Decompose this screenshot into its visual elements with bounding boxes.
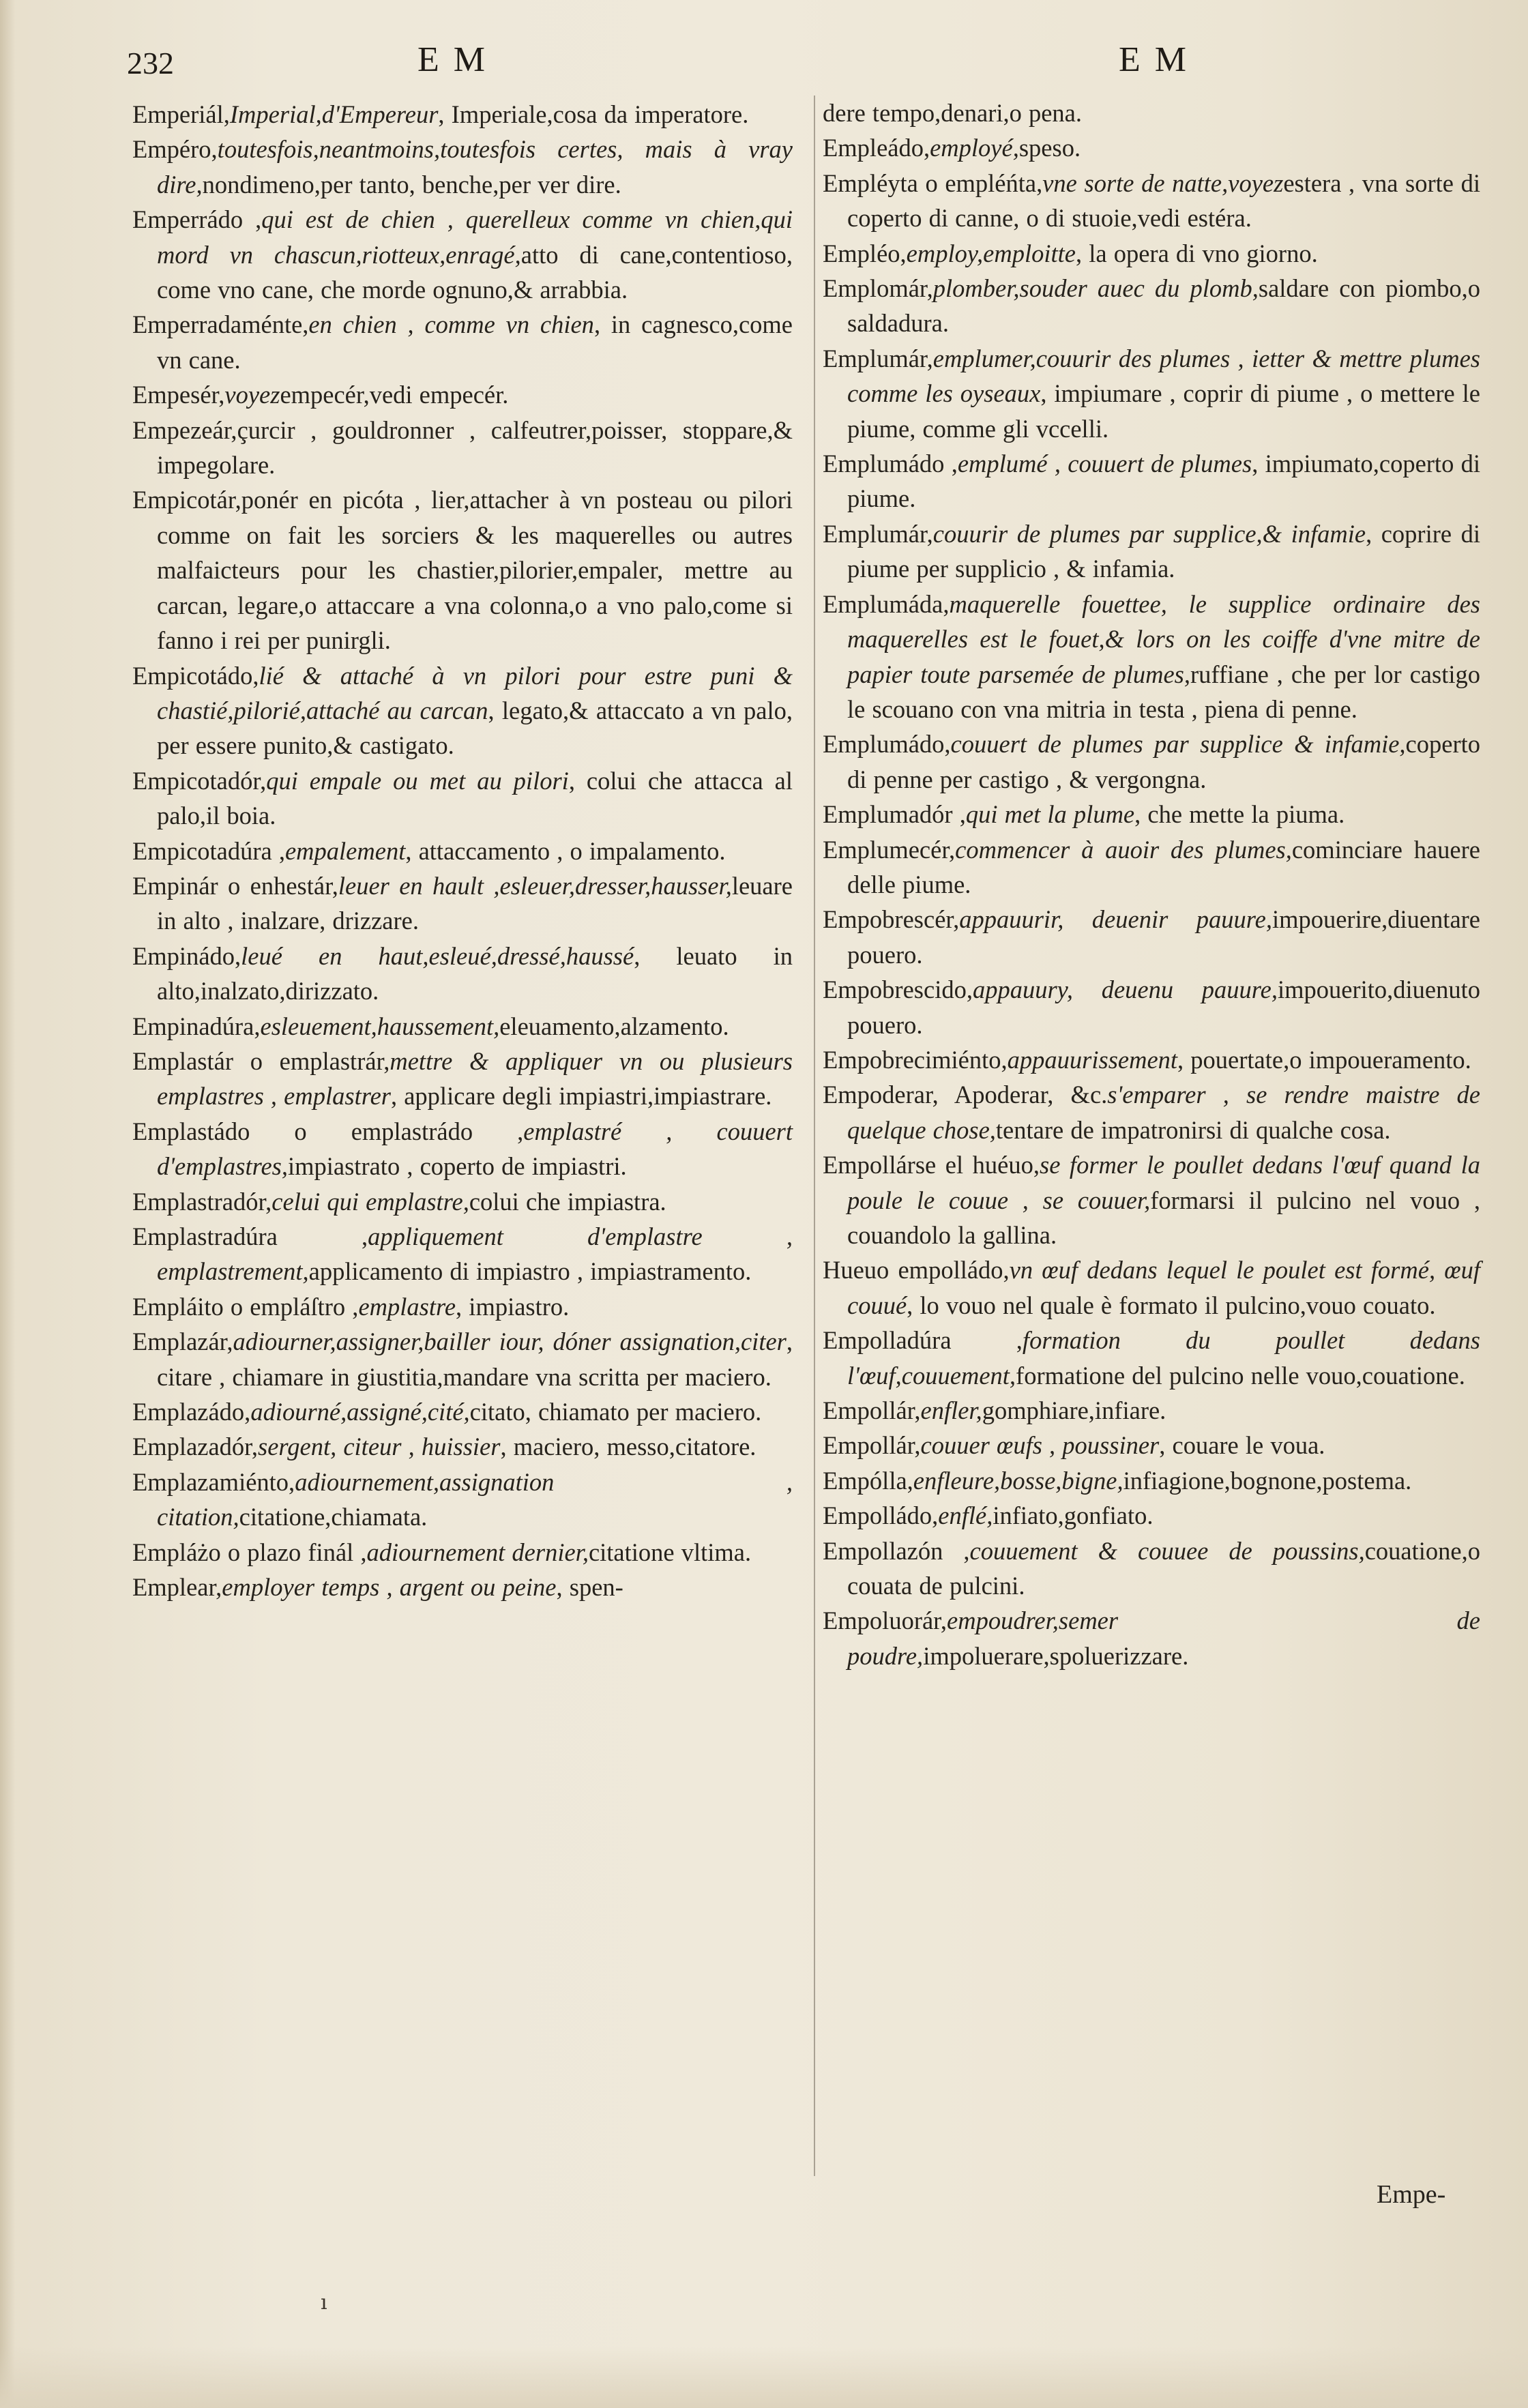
entry-italian-gloss: citatione,chiamata. (239, 1503, 428, 1531)
bottom-mark: ı (321, 2291, 327, 2315)
entry-headword: Empicotadór, (132, 766, 267, 795)
entry-italian-gloss: infiato,gonfiato. (993, 1501, 1154, 1530)
dictionary-entry (823, 1533, 1480, 1604)
entry-headword: Empinár o enhestár, (132, 871, 338, 900)
entry-italian-gloss: , colui che attacca al palo,il boia. (157, 766, 793, 830)
entry-french-gloss: qui empale ou met au pilori (266, 766, 569, 795)
entry-headword: Emplomár, (823, 274, 933, 303)
entry-headword: Hueuo empolládo, (823, 1256, 1010, 1284)
entry-italian-gloss: eleuamento,alzamento. (499, 1012, 729, 1040)
entry-headword: Empláżo o plazo finál , (132, 1538, 367, 1566)
entry-french-gloss: couurir de plumes par supplice,& infamie (932, 519, 1366, 548)
dictionary-entry (132, 97, 793, 132)
dictionary-entry (823, 166, 1480, 236)
entry-headword: Emplumáda, (823, 589, 950, 618)
dictionary-entry (132, 1394, 793, 1429)
entry-french-gloss: emplastre (358, 1292, 456, 1321)
entry-headword: Empollár, (823, 1396, 921, 1425)
dictionary-entry (132, 1289, 793, 1324)
entry-italian-gloss: impiastrato , coperto de impiastri. (287, 1152, 627, 1181)
dictionary-entry (823, 1393, 1480, 1428)
entry-italian-gloss: applicamento di impiastro , impiastramento. (308, 1257, 752, 1286)
entry-french-gloss: couuement & couuee de poussins, (969, 1536, 1365, 1565)
entry-italian-gloss: çurcir , gouldronner , calfeutrer,poisser, stoppare,& impegolare. (157, 415, 793, 480)
dictionary-entry (823, 236, 1480, 271)
entry-italian-gloss: , couare le voua. (1159, 1431, 1325, 1460)
entry-french-gloss: enfleure,bosse,bigne, (913, 1466, 1123, 1495)
entry-italian-gloss: tentare de impatronirsi di qualche cosa. (995, 1115, 1391, 1144)
entry-french-gloss: adiourné,assigné,cité, (250, 1398, 470, 1426)
column-divider (814, 96, 815, 2176)
entry-italian-gloss: gomphiare,infiare. (982, 1396, 1166, 1425)
dictionary-entry (132, 868, 793, 939)
entry-headword: Emplastradúra , (132, 1222, 368, 1250)
dictionary-entry (132, 834, 793, 868)
dictionary-entry (132, 1114, 793, 1184)
entry-italian-gloss: , coprire di piume per supplicio , & infamia. (847, 519, 1480, 583)
entry-italian-gloss: , pouertate,o impoueramento. (1177, 1045, 1471, 1074)
dictionary-entry (823, 1463, 1480, 1498)
entry-headword: Emplumár, (823, 344, 933, 372)
entry-headword: Empléo, (823, 239, 907, 267)
entry-italian-gloss: , applicare degli impiastri,impiastrare. (390, 1082, 772, 1111)
running-head-left: E M (417, 40, 488, 79)
entry-italian-gloss: leuare in alto , inalzare, drizzare. (157, 871, 793, 935)
entry-french-gloss: qui met la plume (965, 800, 1135, 829)
dictionary-entry (823, 130, 1480, 165)
entry-french-gloss: empoudrer,semer de poudre, (847, 1606, 1480, 1670)
entry-italian-gloss: impouerire,diuentare pouero. (847, 905, 1480, 969)
entry-headword: Emplumádo , (823, 450, 958, 478)
dictionary-entry (132, 1184, 793, 1219)
dictionary-entry (132, 202, 793, 307)
dictionary-entry (132, 1465, 793, 1535)
entry-headword: Empinadúra, (132, 1012, 261, 1040)
entry-italian-gloss: , maciero, messo,citatore. (500, 1433, 756, 1461)
entry-headword: Emplastradór, (132, 1187, 272, 1216)
dictionary-entry (132, 763, 793, 834)
entry-french-gloss: plomber,souder auec du plomb, (932, 274, 1259, 303)
entry-headword: Emplumár, (823, 519, 933, 548)
entry-headword: Emperiál, (132, 100, 230, 128)
entry-headword: Empoluorár, (823, 1606, 947, 1635)
entry-headword: Empolladúra , (823, 1326, 1023, 1355)
entry-headword: Emplazamiénto, (132, 1467, 295, 1496)
page-edge-shadow (0, 0, 15, 2408)
entry-headword: Emplumecér, (823, 835, 956, 864)
entry-headword: Empléyta o empléńta, (823, 168, 1043, 197)
dictionary-entry (823, 726, 1480, 797)
dictionary-entry (823, 832, 1480, 902)
entry-french-gloss: couuert de plumes par supplice & infamie, (950, 730, 1406, 759)
entry-italian-gloss: empecér,vedi empecér. (280, 381, 509, 409)
dictionary-entry (132, 658, 793, 763)
entry-headword: Empicotár, (132, 486, 241, 514)
entry-headword: Empolládo, (823, 1501, 939, 1530)
entry-headword: Empobrescido, (823, 975, 973, 1004)
dictionary-entry (823, 446, 1480, 516)
dictionary-entry (823, 1147, 1480, 1252)
entry-headword: Emplazár, (132, 1327, 233, 1356)
entry-italian-gloss: , spen- (556, 1573, 623, 1602)
entry-french-gloss: enflé, (938, 1501, 993, 1530)
entry-italian-gloss: infiagione,bognone,postema. (1123, 1466, 1412, 1495)
entry-italian-gloss: nondimeno,per tanto, benche,per ver dire. (202, 170, 621, 199)
entry-french-gloss: employé, (930, 134, 1019, 162)
entry-french-gloss: emplumé , couuert de plumes (957, 450, 1252, 478)
dictionary-entry (132, 413, 793, 483)
dictionary-entry (823, 972, 1480, 1042)
dictionary-entry (132, 1009, 793, 1044)
entry-headword: Empinádo, (132, 941, 241, 970)
entry-headword: Emplastádo o emplastrádo , (132, 1117, 524, 1145)
entry-italian-gloss: speso. (1018, 134, 1081, 162)
page-bottom-shadow (0, 2347, 1528, 2408)
entry-french-gloss: vn œuf dedans lequel le poulet est formé, œuf couué (847, 1256, 1480, 1319)
running-head-right: E M (1119, 40, 1189, 79)
entry-italian-gloss: couatione,o couata de pulcini. (847, 1536, 1480, 1600)
entry-headword: Emplear, (132, 1573, 222, 1602)
entry-italian-gloss: , impiumare , coprir di piume , o mettere le piume, comme gli vccelli. (847, 379, 1480, 443)
left-column (132, 97, 793, 1604)
entry-french-gloss: mettre & appliquer vn ou plusieurs emplastres , emplastrer (157, 1046, 793, 1111)
entry-headword: Emperradaménte, (132, 310, 309, 339)
entry-french-gloss: voyez (224, 381, 280, 409)
entry-headword: Empezeár, (132, 415, 237, 444)
entry-french-gloss: leuer en hault ,esleuer,dresser,hausser, (338, 871, 732, 900)
entry-french-gloss: formation du poullet dedans l'œuf,couuement, (847, 1326, 1480, 1390)
entry-headword: Empollár, (823, 1431, 921, 1460)
entry-headword: Empesér, (132, 381, 225, 409)
dictionary-entry (823, 516, 1480, 587)
entry-headword: Empicotádo, (132, 661, 259, 690)
dictionary-entry (823, 1252, 1480, 1323)
dictionary-entry (132, 307, 793, 377)
dictionary-entry (823, 587, 1480, 727)
entry-french-gloss: maquerelle fouettee, le supplice ordinaire des maquerelles est le fouet,& lors on les coiffe d'vne mitre de papier toute parsemée de plumes, (847, 589, 1480, 688)
entry-italian-gloss: , citare , chiamare in giustitia,mandare vna scritta per maciero. (157, 1327, 793, 1391)
dictionary-entry (132, 1044, 793, 1114)
entry-headword: Empólla, (823, 1466, 913, 1495)
entry-italian-gloss: citatione vltima. (588, 1538, 752, 1566)
entry-italian-gloss: , legato,& attaccato a vn palo, per essere punito,& castigato. (157, 696, 793, 760)
entry-italian-gloss: , in cagnesco,come vn cane. (157, 310, 793, 374)
right-column (823, 96, 1480, 1673)
entry-french-gloss: esleuement,haussement, (260, 1012, 500, 1040)
catchword: Empe- (1377, 2180, 1446, 2209)
entry-french-gloss: employer temps , argent ou peine (222, 1573, 557, 1602)
dictionary-entry (823, 1498, 1480, 1533)
entry-french-gloss: emplastré , couuert d'emplastres, (157, 1117, 793, 1181)
entry-italian-gloss: ponér en picóta , lier,attacher à vn posteau ou pilori comme on fait les sorciers & les maquerelles ou autres malfaicteurs pour les chastier,pilorier,empaler, mettre au carcan, legare,o attaccare a vna colonna,o a vno palo,come si fanno i rei per punirgli. (157, 486, 793, 655)
entry-headword: Empollazón , (823, 1536, 970, 1565)
entry-french-gloss: empalement (284, 836, 406, 865)
dictionary-entry (132, 939, 793, 1009)
entry-italian-gloss: cominciare hauere delle piume. (847, 835, 1480, 898)
dictionary-entry (132, 1535, 793, 1570)
entry-headword: Emplumádo, (823, 730, 951, 759)
entry-headword: Empobrecimiénto, (823, 1045, 1008, 1074)
entry-italian-gloss: coperto di penne per castigo , & vergongna. (847, 730, 1480, 793)
entry-french-gloss: commencer à auoir des plumes, (955, 835, 1292, 864)
entry-headword: Emplazádo, (132, 1398, 251, 1426)
entry-french-gloss: en chien , comme vn chien (308, 310, 594, 339)
entry-headword: Emplumadór , (823, 800, 966, 829)
entry-french-gloss: emplumer,couurir des plumes , ietter & mettre plumes comme les oyseaux (847, 344, 1480, 408)
dictionary-entry (823, 271, 1480, 341)
dictionary-entry (823, 96, 1480, 130)
entry-french-gloss: adiournement,assignation , citation, (157, 1467, 793, 1531)
entry-italian-gloss: , impiastro. (456, 1292, 570, 1321)
entry-french-gloss: Imperial,d'Empereur (229, 100, 439, 128)
entry-italian-gloss: estera , vna sorte di coperto di canne, o di stuoie,vedi estéra. (847, 168, 1480, 233)
entry-french-gloss: couuer œufs , poussiner (920, 1431, 1160, 1460)
entry-headword: Empéro, (132, 135, 218, 164)
entry-italian-gloss: , leuato in alto,inalzato,dirizzato. (157, 941, 793, 1005)
entry-french-gloss: appauurissement (1007, 1045, 1178, 1074)
entry-french-gloss: se former le poullet dedans l'œuf quand la poule le couue , se couuer, (847, 1151, 1480, 1214)
entry-french-gloss: employ,emploitte (906, 239, 1076, 267)
dictionary-entry (132, 1570, 793, 1604)
dictionary-entry (823, 797, 1480, 832)
entry-french-gloss: vne sorte de natte,voyez (1042, 168, 1284, 197)
entry-french-gloss: enfler, (920, 1396, 982, 1425)
dictionary-entry (823, 902, 1480, 972)
entry-french-gloss: appauury, deuenu pauure, (972, 975, 1278, 1004)
entry-french-gloss: adiournement dernier, (366, 1538, 589, 1566)
dictionary-entry (132, 1324, 793, 1394)
dictionary-entry (132, 1219, 793, 1289)
entry-french-gloss: lié & attaché à vn pilori pour estre puni & chastié,pilorié,attaché au carcan (157, 661, 793, 724)
entry-french-gloss: celui qui emplastre, (271, 1187, 469, 1216)
entry-italian-gloss: , Imperiale,cosa da imperatore. (438, 100, 749, 128)
dictionary-entry (132, 482, 793, 658)
dictionary-entry (823, 1603, 1480, 1673)
entry-italian-gloss: , che mette la piuma. (1134, 800, 1345, 829)
dictionary-entry (823, 1042, 1480, 1077)
dictionary-entry (823, 1077, 1480, 1147)
entry-french-gloss: qui est de chien , querelleux comme vn chien,qui mord vn chascun,riotteux,enragé, (157, 205, 793, 269)
entry-italian-gloss: formatione del pulcino nelle vouo,couatione. (1016, 1361, 1465, 1390)
entry-headword: Emperrádo , (132, 205, 262, 234)
entry-headword: Emplazadór, (132, 1433, 258, 1461)
dictionary-entry (132, 377, 793, 412)
entry-italian-gloss: citato, chiamato per maciero. (469, 1398, 762, 1426)
entry-french-gloss: sergent, citeur , huissier (258, 1433, 501, 1461)
entry-italian-gloss: , la opera di vno giorno. (1076, 239, 1318, 267)
entry-italian-gloss: dere tempo,denari,o pena. (823, 99, 1083, 127)
entry-headword: Empleádo, (823, 134, 930, 162)
entry-french-gloss: s'emparer , se rendre maistre de quelque chose, (847, 1081, 1480, 1144)
entry-italian-gloss: , attaccamento , o impalamento. (405, 836, 726, 865)
page-number: 232 (127, 46, 174, 80)
entry-headword: Empoderar, Apoderar, &c. (823, 1081, 1108, 1109)
entry-french-gloss: appliquement d'emplastre , emplastrement, (157, 1222, 793, 1286)
dictionary-entry (823, 1428, 1480, 1463)
dictionary-entry (132, 1429, 793, 1464)
entry-italian-gloss: saldare con piombo,o saldadura. (847, 274, 1480, 338)
entry-headword: Emplastár o emplastrár, (132, 1046, 390, 1075)
entry-italian-gloss: , impiumato,coperto di piume. (847, 450, 1480, 513)
entry-italian-gloss: ruffiane , che per lor castigo le scouano con vna mitria in testa , piena di penne. (847, 660, 1480, 723)
entry-italian-gloss: atto di cane,contentioso, come vno cane, che morde ognuno,& arrabbia. (157, 240, 793, 304)
entry-headword: Empláito o empláſtro , (132, 1292, 359, 1321)
entry-headword: Empollárse el huéuo, (823, 1151, 1040, 1179)
entry-headword: Empicotadúra , (132, 836, 285, 865)
entry-headword: Empobrescér, (823, 905, 960, 934)
dictionary-entry (823, 1323, 1480, 1393)
entry-french-gloss: adiourner,assigner,bailler iour, dóner assignation,citer (233, 1327, 787, 1356)
entry-italian-gloss: colui che impiastra. (469, 1187, 666, 1216)
entry-italian-gloss: formarsi il pulcino nel vouo , couandolo la gallina. (847, 1186, 1480, 1249)
entry-french-gloss: leué en haut,esleué,dressé,haussé (241, 941, 634, 970)
dictionary-entry (823, 341, 1480, 446)
dictionary-entry (132, 132, 793, 202)
entry-french-gloss: toutesfois,neantmoins,toutesfois certes, mais à vray dire, (157, 135, 793, 199)
entry-italian-gloss: impouerito,diuenuto pouero. (847, 975, 1480, 1039)
entry-italian-gloss: impoluerare,spoluerizzare. (923, 1641, 1189, 1670)
entry-italian-gloss: , lo vouo nel quale è formato il pulcino,vouo couato. (907, 1291, 1436, 1319)
entry-french-gloss: appauurir, deuenir pauure, (959, 905, 1272, 934)
